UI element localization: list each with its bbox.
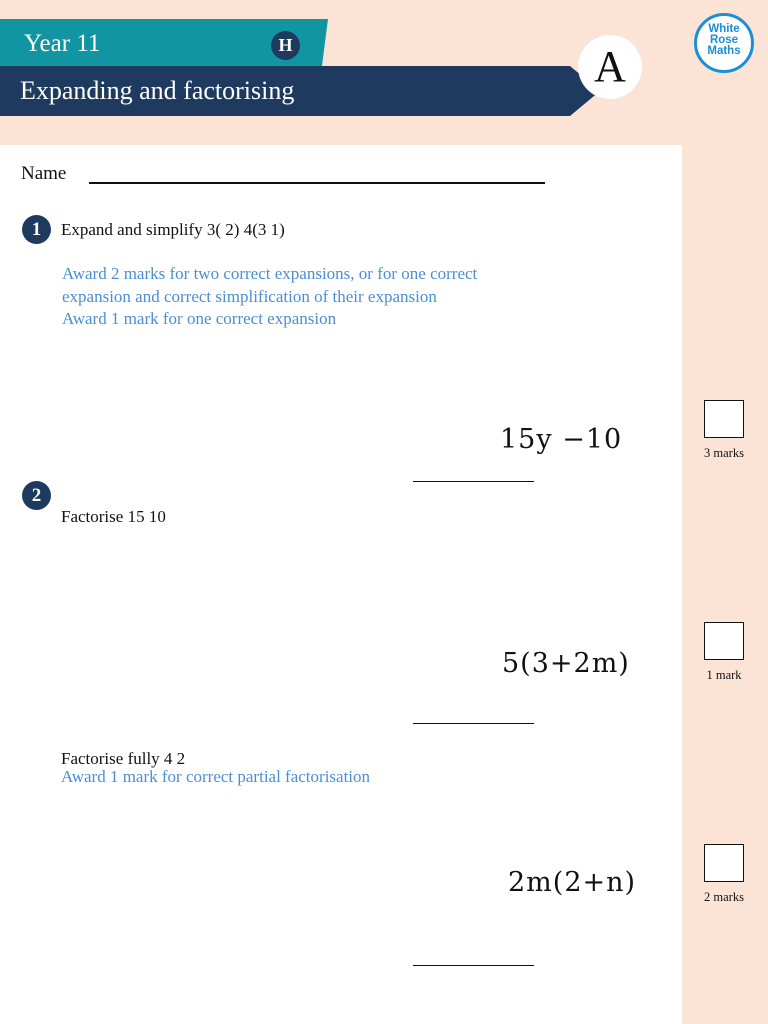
- question-1-marks: 3 marks: [704, 446, 744, 460]
- question-2a-marks: 1 mark: [706, 668, 742, 682]
- question-2b-answer-line[interactable]: [413, 965, 534, 966]
- white-rose-maths-logo: White Rose Maths: [694, 13, 754, 73]
- name-input-line[interactable]: [89, 182, 545, 184]
- question-1-prompt: Expand and simplify 3( 2) 4(3 1): [61, 220, 285, 239]
- mark-scheme-line: expansion and correct simplification of their expansion: [62, 286, 437, 306]
- question-2b-mark-scheme: Award 1 mark for correct partial factorisation: [61, 767, 371, 786]
- mark-scheme-line: Award 1 mark for one correct expansion: [62, 309, 337, 328]
- mark-scheme-line: Award 2 marks for two correct expansions, or for one correct: [62, 264, 478, 283]
- name-label: Name: [21, 163, 67, 184]
- topic-title: Expanding and factorising: [20, 76, 295, 105]
- question-1-number: 1: [22, 215, 51, 244]
- question-2a-answer: 5(3+2m): [502, 648, 630, 679]
- higher-tier-badge: H: [271, 31, 300, 60]
- question-2b-answer: 2m(2+n): [508, 867, 637, 898]
- question-1-mark-scheme: [62, 263, 477, 331]
- question-2a-mark-box[interactable]: [704, 622, 744, 660]
- version-badge: A: [578, 35, 642, 99]
- question-1-mark-box[interactable]: [704, 400, 744, 438]
- question-2a-prompt: Factorise 15 10: [61, 507, 166, 526]
- year-label: Year 11: [24, 30, 101, 57]
- question-2b-prompt: Factorise fully 4 2: [61, 749, 186, 768]
- question-1-answer: 15y −10: [500, 424, 623, 455]
- question-1-answer-line[interactable]: [413, 481, 534, 482]
- question-2a-answer-line[interactable]: [413, 723, 534, 724]
- question-2b-marks: 2 marks: [704, 890, 744, 904]
- question-2-number: 2: [22, 481, 51, 510]
- question-2b-mark-box[interactable]: [704, 844, 744, 882]
